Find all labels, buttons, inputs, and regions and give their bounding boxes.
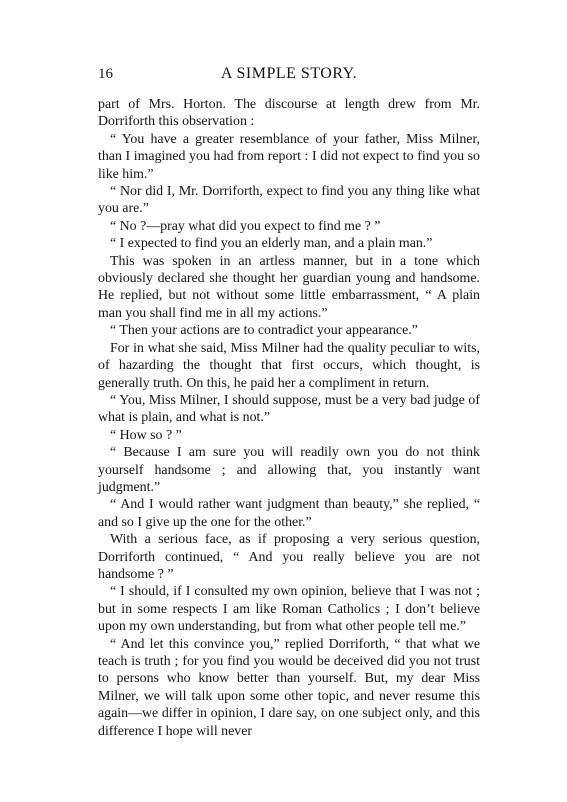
paragraph: “ And I would rather want judgment than beauty,” she replied, “ and so I give up the one for the other.” [98, 497, 480, 530]
page-number: 16 [98, 66, 113, 82]
paragraph: “ You, Miss Milner, I should suppose, must be a very bad judge of what is plain, and what is not.” [98, 392, 480, 426]
paragraph: “ You have a greater resemblance of your father, Miss Milner, than I imagined you had from report : I did not expect to find you so like him.” [98, 131, 480, 182]
paragraph: “ How so ? ” [110, 427, 182, 443]
paragraph: “ Then your actions are to contradict your appearance.” [110, 323, 418, 339]
paragraph: “ I expected to find you an elderly man, and a plain man.” [110, 236, 433, 252]
paragraph: “ I should, if I consulted my own opinion, believe that I was not ; but in some respects I am like Roman Catholics ; I don’t believe upon my own understanding, but from what other people tell me.” [98, 584, 480, 635]
book-page [98, 62, 480, 740]
page-header [98, 62, 480, 86]
paragraph: With a serious face, as if proposing a very serious question, Dorriforth continued, “ And you really believe you are not handsome ? ” [98, 532, 480, 582]
running-title: A SIMPLE STORY. [220, 65, 358, 82]
paragraph: part of Mrs. Horton. The discourse at length drew from Mr. Dorriforth this observation : [98, 97, 480, 130]
paragraph: “ And let this convince you,” replied Dorriforth, “ that what we teach is truth ; for you find you would be deceived did you not trust to persons who know better than yourself. But, my dear Miss Milner, we will talk upon some other topic, and never resume this again—we differ in opinion, I dare say, on one subject only, and this difference I hope will never [98, 636, 480, 739]
body-text [98, 96, 480, 740]
paragraph: “ Because I am sure you will readily own you do not think yourself handsome ; and allowing that, you instantly want judgment.” [98, 445, 480, 495]
paragraph: “ No ?—pray what did you expect to find me ? ” [110, 218, 381, 234]
paragraph: For in what she said, Miss Milner had the quality peculiar to wits, of hazarding the thought that first occurs, which thought, is generally truth. On this, he paid her a compliment in return. [98, 340, 480, 391]
paragraph: This was spoken in an artless manner, but in a tone which obviously declared she thought her guardian young and handsome. He replied, but not without some little embarrassment, “ A plain man you shall find me in all my actions.” [98, 253, 480, 321]
paragraph: “ Nor did I, Mr. Dorriforth, expect to find you any thing like what you are.” [98, 184, 480, 217]
